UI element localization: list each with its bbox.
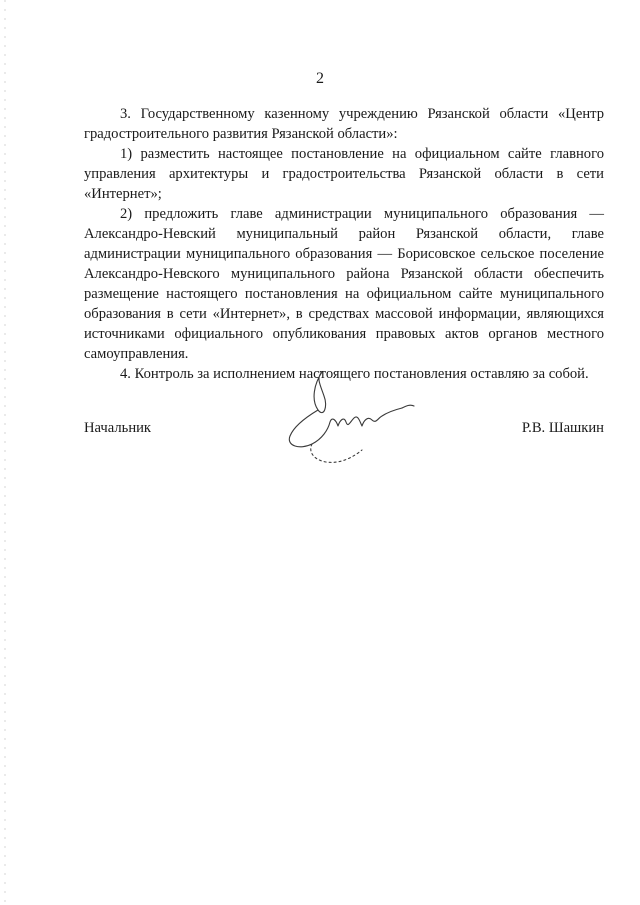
signature-main-stroke <box>289 408 402 447</box>
signature-tail-stroke <box>402 405 414 408</box>
signature-flourish-stroke <box>311 444 362 462</box>
paragraph-item-4: 4. Контроль за исполнением настоящего постановления оставляю за собой. <box>120 366 589 382</box>
signer-name: Р.В. Шашкин <box>521 420 604 436</box>
scan-edge-artifact <box>4 0 6 905</box>
signature-loop-stroke <box>314 372 326 413</box>
document-body <box>84 104 604 384</box>
paragraph-subitem-1: 1) разместить настоящее постановление на официальном сайте главного управления архитектуры и градостроительства Рязанской области в сети «Интернет»; <box>84 146 604 202</box>
page-number: 2 <box>316 70 324 87</box>
paragraph-subitem-2: 2) предложить главе администрации муниципального образования — Александро-Невский муниципальный район Рязанской области, главе администрации муниципального образования — Борисовское сельское поселение Александро-Невского муниципального района Рязанской области обеспечить размещение настоящего постановления на официальном сайте муниципального образования в сети «Интернет», в средствах массовой информации, являющихся источниками официального опубликования правовых актов органов местного самоуправления. <box>84 206 604 362</box>
position-title: Начальник <box>84 420 152 436</box>
paragraph-item-3: 3. Государственному казенному учреждению Рязанской области «Центр градостроительного развития Рязанской области»: <box>84 106 604 142</box>
handwritten-signature <box>278 366 428 466</box>
